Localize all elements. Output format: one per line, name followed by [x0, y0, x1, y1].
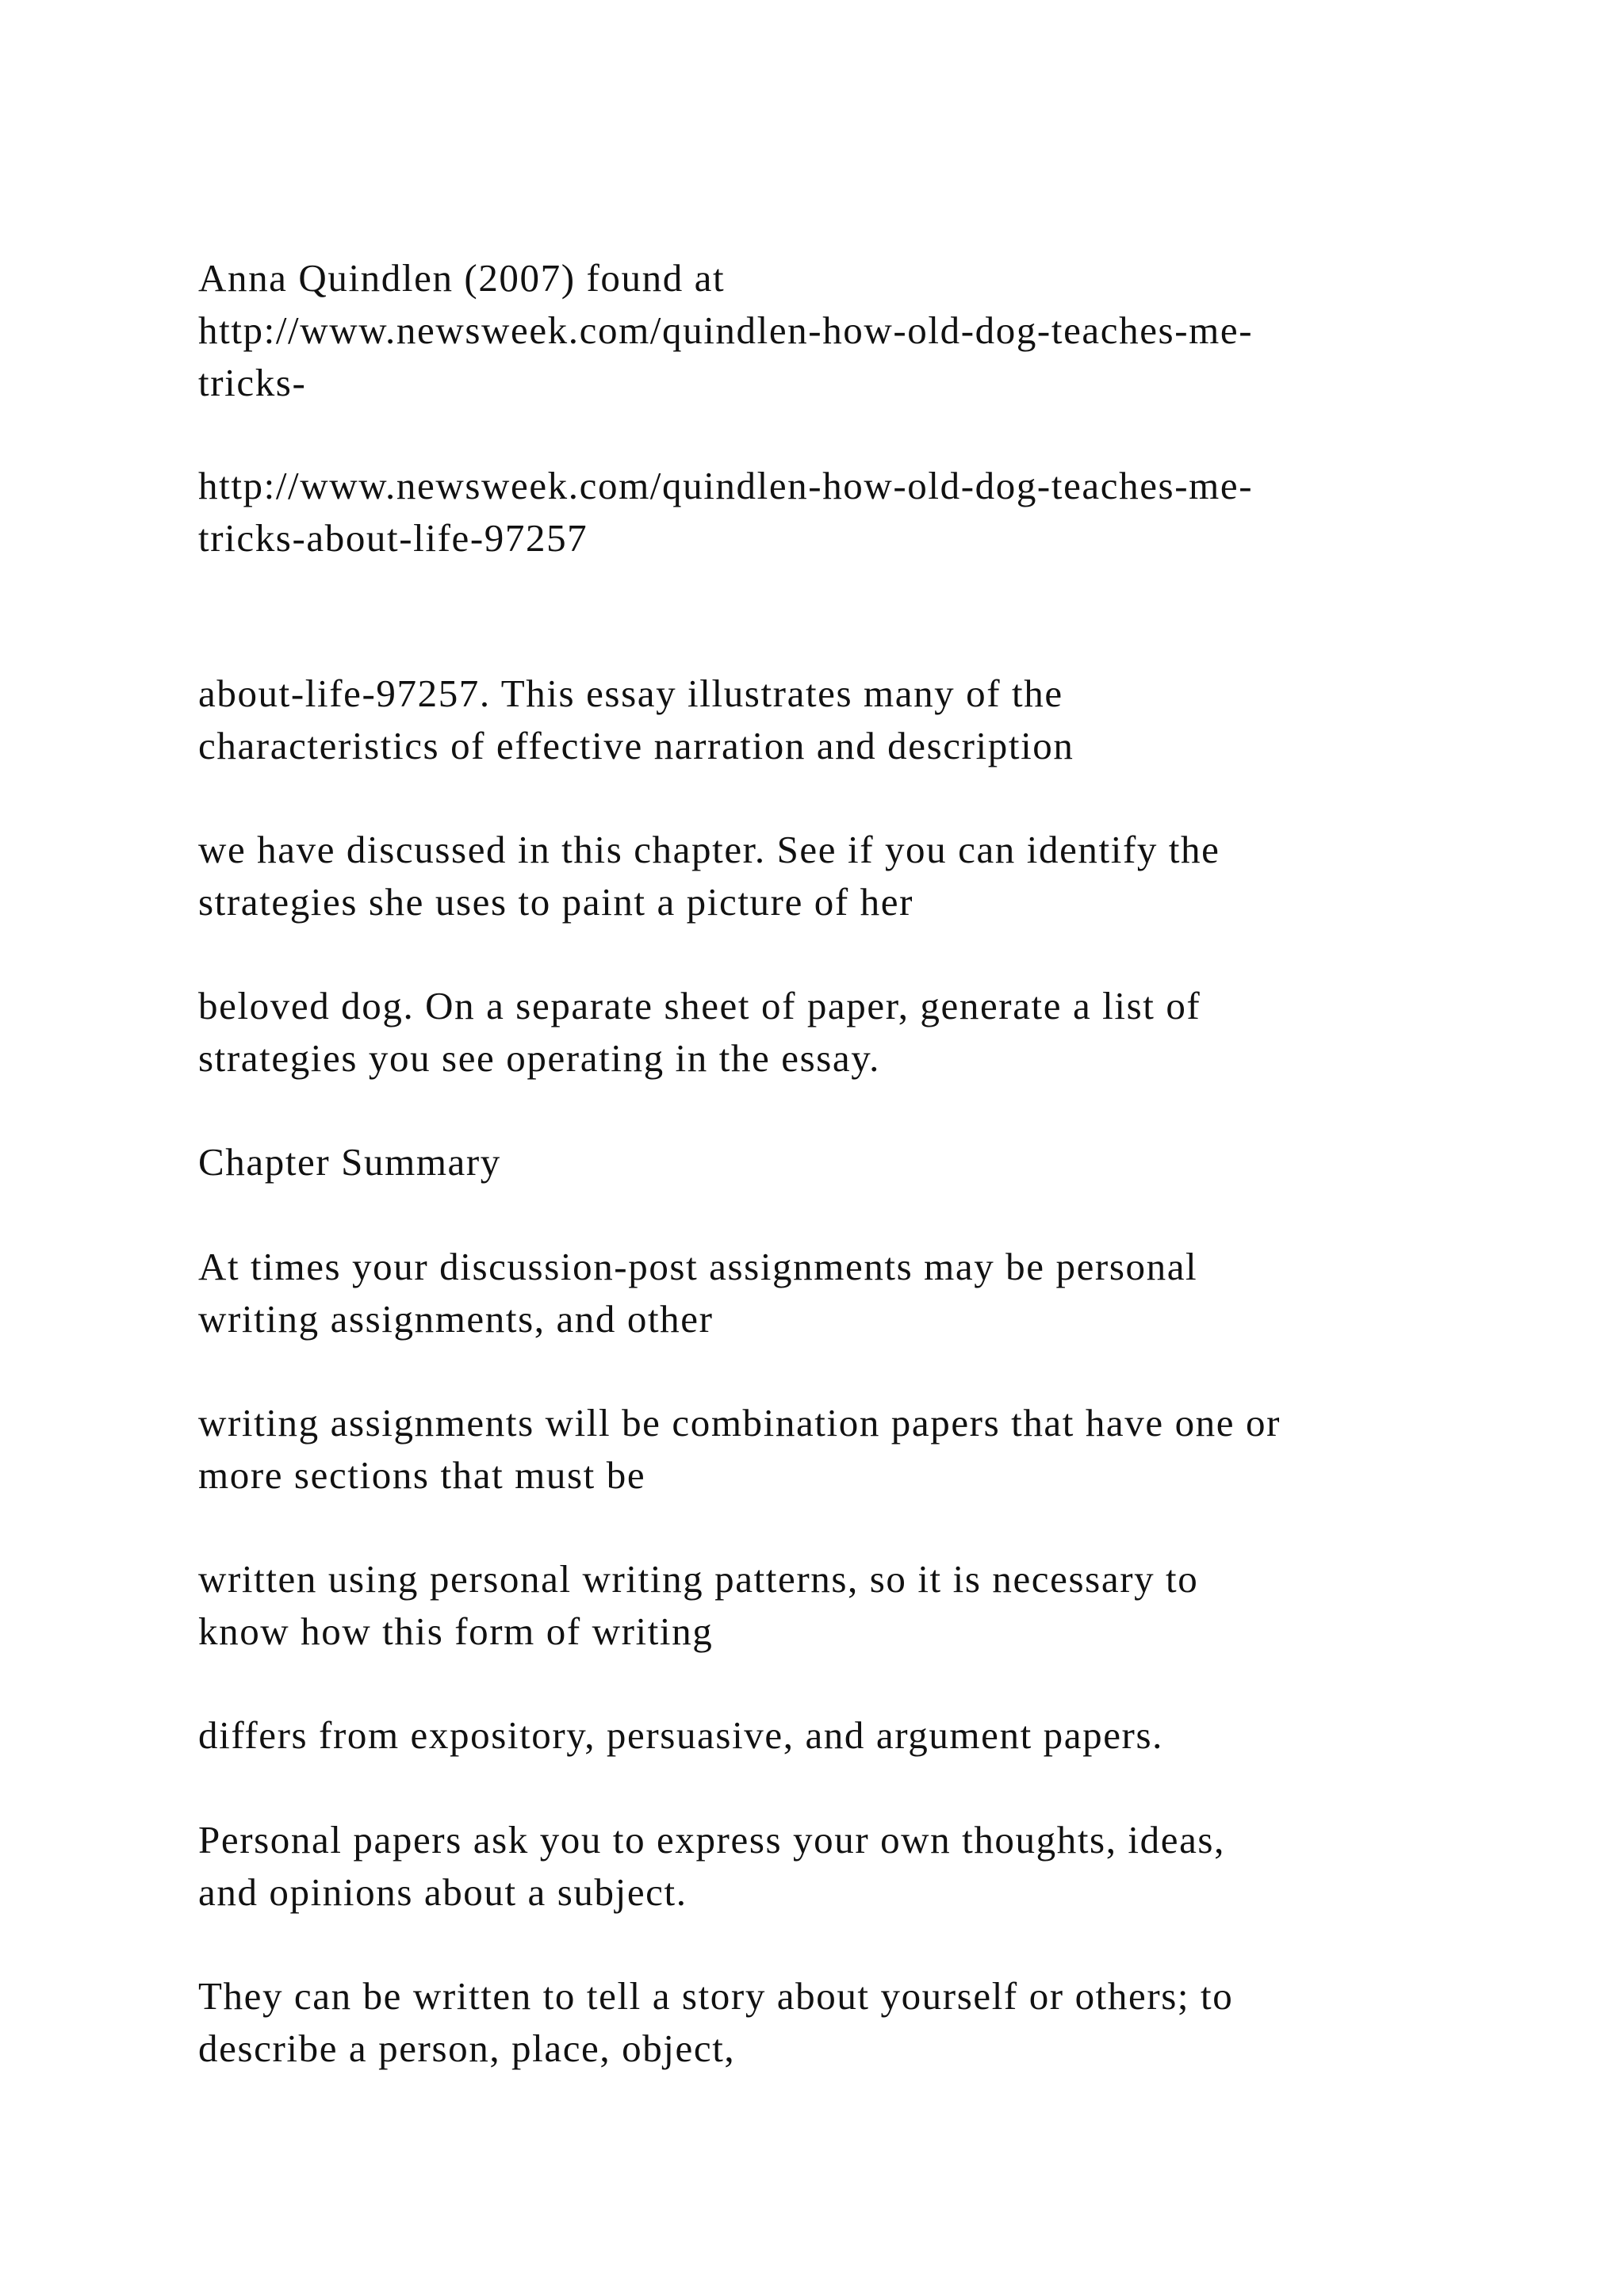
text-line: writing assignments, and other: [198, 1297, 714, 1341]
text-line: Personal papers ask you to express your own thoughts, ideas,: [198, 1818, 1225, 1862]
text-line: writing assignments will be combination papers that have one or: [198, 1401, 1281, 1445]
text-line: http://www.newsweek.com/quindlen-how-old-dog-teaches-me-: [198, 464, 1254, 507]
section-heading: [198, 1136, 1546, 1188]
text-line: know how this form of writing: [198, 1609, 714, 1653]
body-paragraph: [198, 1970, 1546, 2075]
body-paragraph: [198, 668, 1546, 772]
text-line: and opinions about a subject.: [198, 1870, 688, 1914]
text-line: At times your discussion-post assignments may be personal: [198, 1245, 1198, 1288]
text-line: more sections that must be: [198, 1453, 646, 1497]
body-paragraph: [198, 1241, 1546, 1345]
text-line: written using personal writing patterns, so it is necessary to: [198, 1557, 1199, 1601]
text-line: characteristics of effective narration and description: [198, 724, 1074, 767]
text-line: Anna Quindlen (2007) found at: [198, 256, 726, 300]
text-line: strategies she uses to paint a picture of her: [198, 880, 914, 924]
body-paragraph: [198, 1397, 1546, 1502]
text-line: http://www.newsweek.com/quindlen-how-old-dog-teaches-me-: [198, 308, 1254, 352]
text-line: Chapter Summary: [198, 1140, 501, 1184]
text-line: strategies you see operating in the essay.: [198, 1036, 881, 1080]
text-line: differs from expository, persuasive, and argument papers.: [198, 1713, 1163, 1757]
url-paragraph: [198, 460, 1546, 564]
citation-paragraph: [198, 252, 1546, 409]
text-line: describe a person, place, object,: [198, 2026, 736, 2070]
body-paragraph: [198, 1709, 1546, 1762]
body-paragraph: [198, 980, 1546, 1085]
text-line: we have discussed in this chapter. See if you can identify the: [198, 828, 1220, 871]
text-line: beloved dog. On a separate sheet of paper, generate a list of: [198, 984, 1201, 1027]
body-paragraph: [198, 1814, 1546, 1919]
text-line: about-life-97257. This essay illustrates many of the: [198, 672, 1063, 715]
text-line: They can be written to tell a story about yourself or others; to: [198, 1974, 1234, 2018]
text-line: tricks-about-life-97257: [198, 516, 588, 560]
body-paragraph: [198, 1553, 1546, 1658]
body-paragraph: [198, 824, 1546, 928]
text-line: tricks-: [198, 361, 307, 404]
